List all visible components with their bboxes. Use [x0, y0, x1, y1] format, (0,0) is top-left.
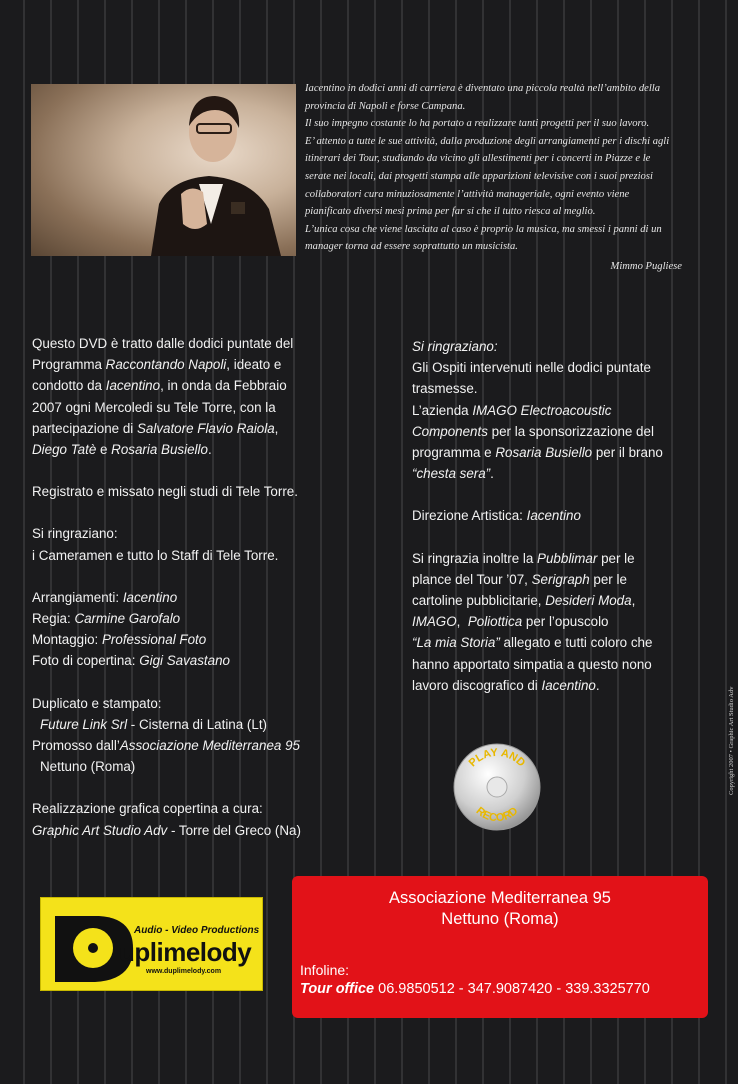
text: L’azienda [412, 402, 473, 418]
text: Promosso dall’ [32, 738, 120, 754]
play-and-record-disc [452, 742, 542, 832]
duplication-info [32, 693, 362, 778]
program-name: Raccontando Napoli [105, 357, 227, 373]
label: Direzione Artistica: [412, 508, 527, 524]
association-name: Associazione Mediterranea 95 [119, 738, 300, 754]
text-line [412, 548, 712, 569]
text-line [412, 463, 712, 484]
signature: Mimmo Pugliese [610, 260, 682, 272]
thanks-guests [412, 336, 712, 484]
text: e [96, 442, 112, 458]
text: cartoline pubblicitarie, [412, 593, 546, 609]
text: , ideato e [226, 357, 282, 373]
text-line [412, 442, 712, 463]
text-line: hanno apportato simpatia a questo nono [412, 656, 652, 672]
text: . [595, 677, 600, 693]
credit-direction [32, 608, 362, 629]
tour-office-line [300, 981, 650, 997]
credit-editing [32, 629, 362, 650]
text: Programma [32, 357, 106, 373]
person-name: Salvatore Flavio Raiola [136, 420, 275, 436]
artist-name: Iacentino [105, 378, 161, 394]
intro-text [305, 80, 722, 276]
text-line [412, 421, 712, 442]
text-line [32, 354, 362, 375]
text: per le [597, 550, 635, 566]
intro-line: pianificato diversi mesi prima per far si che il tutto riesca al meglio. [305, 206, 596, 218]
text-line: 2007 ogni Mercoledi su Tele Torre, con la [32, 399, 276, 415]
intro-line: provincia di Napoli e forse Campana. [305, 100, 466, 112]
artist-silhouette [31, 84, 296, 256]
person-name: Rosaria Busiello [495, 445, 593, 461]
contact-box [292, 876, 708, 1018]
duplimelody-logo [40, 897, 263, 991]
text: per l’opuscolo [522, 614, 609, 630]
company-name: Future Link Srl [40, 716, 128, 732]
text-line [32, 439, 362, 460]
infoline-label: Infoline: [300, 962, 350, 978]
value: Carmine Garofalo [74, 611, 181, 627]
disc-top-label: PLAY AND [466, 746, 528, 770]
artist-name: Iacentino [541, 677, 596, 693]
thanks-sponsors [412, 548, 712, 696]
text-line [32, 820, 362, 841]
company-name: Poliottica [467, 614, 523, 630]
logo-url: www.duplimelody.com [146, 968, 222, 975]
studio-name: Graphic Art Studio Adv [32, 822, 168, 838]
person-name: Rosaria Busiello [111, 442, 208, 458]
text-line [32, 375, 362, 396]
text-line: Realizzazione grafica copertina a cura: [32, 801, 263, 817]
company-name: IMAGO Electroacoustic [472, 402, 612, 418]
recording-note: Registrato e missato negli studi di Tele Torre. [32, 484, 298, 500]
tour-office-label: Tour office [300, 981, 375, 997]
intro-line: L’unica cosa che viene lasciata al caso è proprio la musica, ma smessi i panni di un [305, 223, 662, 235]
text: per le [589, 571, 627, 587]
logo-tagline: Audio - Video Productions [134, 925, 260, 936]
text: , [456, 614, 468, 630]
text-line: Questo DVD è tratto dalle dodici puntate del [32, 336, 294, 351]
text: - Cisterna di Latina (Lt) [127, 716, 267, 732]
text: per la sponsorizzazione del [487, 423, 654, 439]
company-name: Desideri Moda [545, 593, 632, 609]
text-line: Duplicato e stampato: [32, 695, 162, 711]
text-line [32, 735, 362, 756]
company-name: Components [412, 423, 488, 439]
graphics-credit [32, 798, 362, 840]
left-column [32, 333, 362, 862]
text-line [412, 632, 712, 653]
intro-line: E’ attento a tutte le sue attività, dalla produzione degli arrangiamenti per i dischi agli [305, 135, 670, 147]
company-name: IMAGO [412, 614, 457, 630]
text-line [32, 418, 362, 439]
value: Iacentino [122, 589, 178, 605]
song-title: “chesta sera” [412, 466, 491, 482]
person-name: Diego Tatè [32, 442, 97, 458]
credits [32, 587, 362, 672]
text: . [490, 466, 494, 482]
org-city: Nettuno (Roma) [441, 910, 559, 928]
credit-photo [32, 650, 362, 671]
text-line: Si ringraziano: [412, 339, 498, 354]
org-name: Associazione Mediterranea 95 [389, 889, 611, 907]
text: - Torre del Greco (Na) [167, 822, 301, 838]
intro-line: collaboratori cura minuziosamente l’attività manageriale, ogni evento viene [305, 188, 630, 200]
text-line [412, 590, 712, 611]
artistic-direction [412, 505, 712, 526]
company-name: Pubblimar [537, 550, 598, 566]
copyright-note: Copyright 2007 • Graphic Art Studio Adv [728, 686, 735, 795]
label: Foto di copertina: [32, 653, 140, 669]
thanks-staff [32, 523, 362, 565]
booklet-title: “La mia Storia” [412, 635, 500, 651]
text-line [32, 714, 362, 735]
artist-photo [31, 84, 296, 256]
text-line: Gli Ospiti intervenuti nelle dodici puntate [412, 360, 651, 376]
intro-line: Il suo impegno costante lo ha portato a realizzare tanti progetti per il suo lavoro. [305, 118, 650, 130]
credit-arrangements [32, 587, 362, 608]
text: per il brano [592, 445, 663, 461]
tour-office-numbers: 06.9850512 - 347.9087420 - 339.3325770 [374, 981, 650, 997]
text: , [631, 593, 636, 609]
value: Professional Foto [101, 632, 207, 648]
value: Gigi Savastano [139, 653, 230, 669]
label: Regia: [32, 611, 75, 627]
disc-graphic [452, 742, 542, 832]
organization [292, 888, 708, 930]
text: plance del Tour ’07, [412, 571, 532, 587]
value: Iacentino [526, 508, 581, 524]
text: partecipazione di [32, 420, 137, 436]
text: allegato e tutti coloro che [499, 635, 653, 651]
text: , in onda da Febbraio [160, 378, 287, 394]
text-line [412, 675, 712, 696]
intro-line: itinerari dei Tour, studiando da vicino gli allestimenti per i concerti in Piazze e le [305, 153, 651, 165]
text-line: Si ringraziano: [32, 526, 118, 542]
company-name: Serigraph [531, 571, 590, 587]
intro-line: Iacentino in dodici anni di carriera è diventato una piccola realtà nell’ambito della [305, 83, 661, 94]
label: Montaggio: [32, 632, 102, 648]
text: condotto da [32, 378, 106, 394]
text-line: Nettuno (Roma) [40, 759, 136, 775]
text-line: i Cameramen e tutto lo Staff di Tele Torre. [32, 547, 279, 563]
logo-name: uplimelody [119, 937, 252, 967]
dvd-description [32, 333, 362, 460]
label: Arrangiamenti: [32, 589, 123, 605]
text-line: trasmesse. [412, 381, 478, 397]
text: programma e [412, 445, 496, 461]
text: lavoro discografico di [412, 677, 542, 693]
right-column [412, 336, 712, 717]
text-line [412, 569, 712, 590]
text: . [207, 442, 212, 458]
text: Si ringrazia inoltre la [412, 550, 538, 566]
intro-line: manager torna ad essere soprattutto un musicista. [305, 241, 518, 253]
intro-line: serate nei locali, dai progetti stampa alle apparizioni televisive con i suoi preziosi [305, 170, 653, 182]
text-line [412, 611, 712, 632]
text: , [274, 420, 279, 436]
disc-bottom-label: RECORD [473, 804, 521, 825]
text-line [412, 400, 712, 421]
